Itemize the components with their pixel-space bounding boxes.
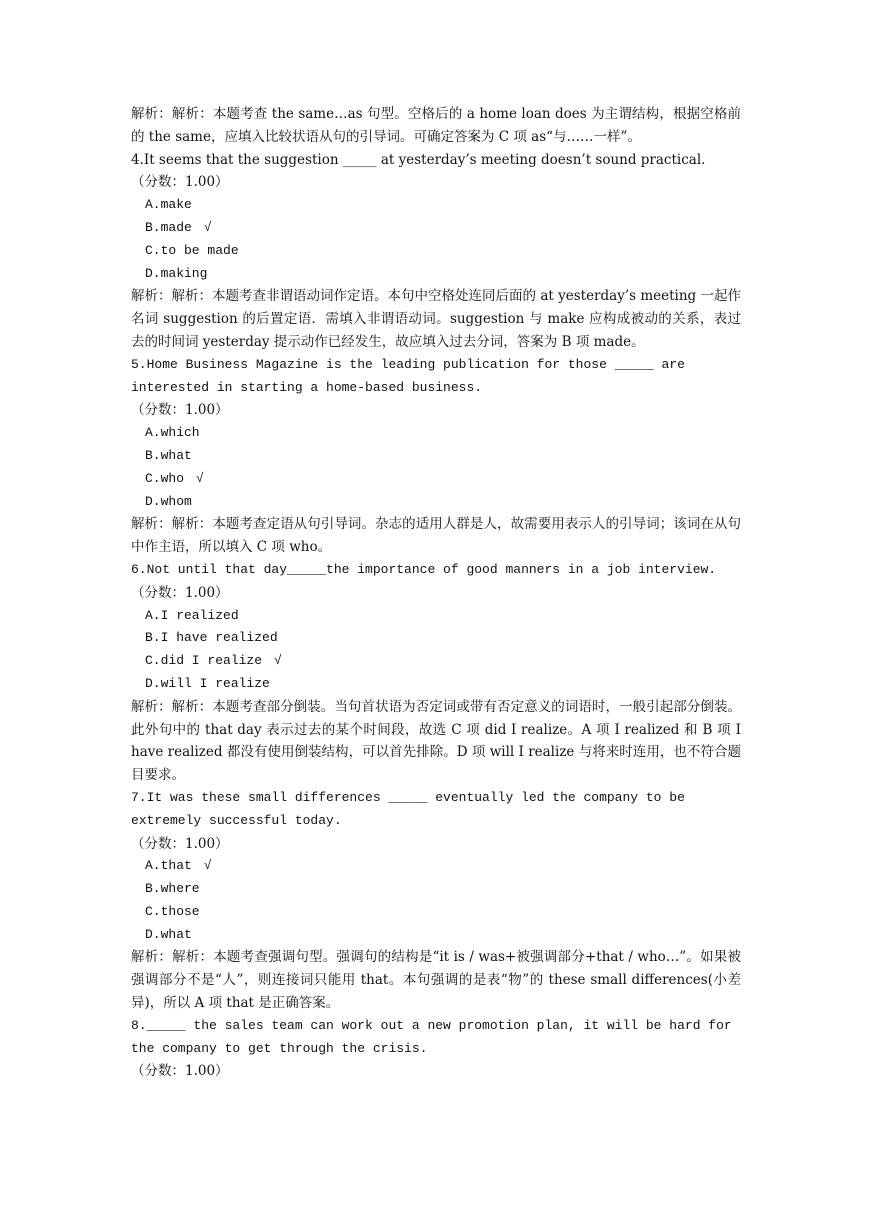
correct-check-icon: √ xyxy=(203,858,212,874)
question-7-option-d: D.what xyxy=(145,926,192,942)
analysis-q5: 解析：解析：本题考查定语从句引导词。杂志的适用人群是人，故需要用表示人的引导词；该词在从句中作主语，所以填入 C 项 who。 xyxy=(131,516,741,556)
correct-check-icon: √ xyxy=(196,470,204,486)
question-7-stem: 7.It was these small differences _____ eventually led the company to be extremely successful today. xyxy=(131,789,685,828)
question-4-option-a: A.make xyxy=(145,197,192,213)
question-6-stem: 6.Not until that day_____the importance of good manners in a job interview. xyxy=(131,561,717,577)
document-page xyxy=(131,103,741,1083)
question-6-option-b: B.I have realized xyxy=(145,630,278,646)
question-5-stem: 5.Home Business Magazine is the leading publication for those _____ are interested in starting a home-based business. xyxy=(131,356,685,395)
question-5-option-a: A.which xyxy=(145,425,200,441)
question-5-option-d: D.whom xyxy=(145,493,192,509)
correct-check-icon: √ xyxy=(203,219,212,235)
question-5-option-c: C.who √ xyxy=(145,470,204,486)
analysis-q3: 解析：解析：本题考查 the same…as 句型。空格后的 a home loan does 为主谓结构，根据空格前的 the same，应填入比较状语从句的引导词。可确定答案为 C 项 as“与……一样”。 xyxy=(131,106,741,145)
analysis-q6: 解析：解析：本题考查部分倒装。当句首状语为否定词或带有否定意义的词语时，一般引起部分倒装。此外句中的 that day 表示过去的某个时间段，故选 C 项 did I realize。A 项 I realized 和 B 项 I have realized 都没有使用倒装结构，可以首先排除。D 项 will I realize 与将来时连用，也不符合题目要求。 xyxy=(131,698,741,784)
question-6-score: （分数：1.00） xyxy=(131,584,229,601)
question-4-option-b: B.made √ xyxy=(145,219,212,235)
question-6-option-c: C.did I realize √ xyxy=(145,653,282,669)
question-7-option-c: C.those xyxy=(145,903,200,919)
question-6-option-a: A.I realized xyxy=(145,607,239,623)
question-5-score: （分数：1.00） xyxy=(131,402,229,419)
question-4-stem: 4.It seems that the suggestion _____ at yesterday’s meeting doesn’t sound practical. xyxy=(131,151,706,168)
analysis-q7: 解析：解析：本题考查强调句型。强调句的结构是“it is / was+被强调部分+that / who…”。如果被强调部分不是“人”，则连接词只能用 that。本句强调的是表“物”的 these small differences(小差异)，所以 A 项 that 是正确答案。 xyxy=(131,949,741,1012)
question-7-option-a: A.that √ xyxy=(145,858,212,874)
question-4-score: （分数：1.00） xyxy=(131,174,229,191)
analysis-q4: 解析：解析：本题考查非谓语动词作定语。本句中空格处连同后面的 at yesterday’s meeting 一起作名词 suggestion 的后置定语．需填入非谓语动词。suggestion 与 make 应构成被动的关系，表过去的时间词 yesterday 提示动作已经发生，故应填入过去分词，答案为 B 项 made。 xyxy=(131,288,741,350)
question-7-option-b: B.where xyxy=(145,881,200,897)
question-7-score: （分数：1.00） xyxy=(131,835,229,852)
question-5-option-b: B.what xyxy=(145,447,192,463)
question-4-option-d: D.making xyxy=(145,265,208,281)
question-8-score: （分数：1.00） xyxy=(131,1063,229,1080)
question-6-option-d: D.will I realize xyxy=(145,675,270,691)
question-8-stem: 8._____ the sales team can work out a new promotion plan, it will be hard for the company to get through the crisis. xyxy=(131,1017,732,1056)
question-4-option-c: C.to be made xyxy=(145,242,239,258)
correct-check-icon: √ xyxy=(274,653,282,669)
